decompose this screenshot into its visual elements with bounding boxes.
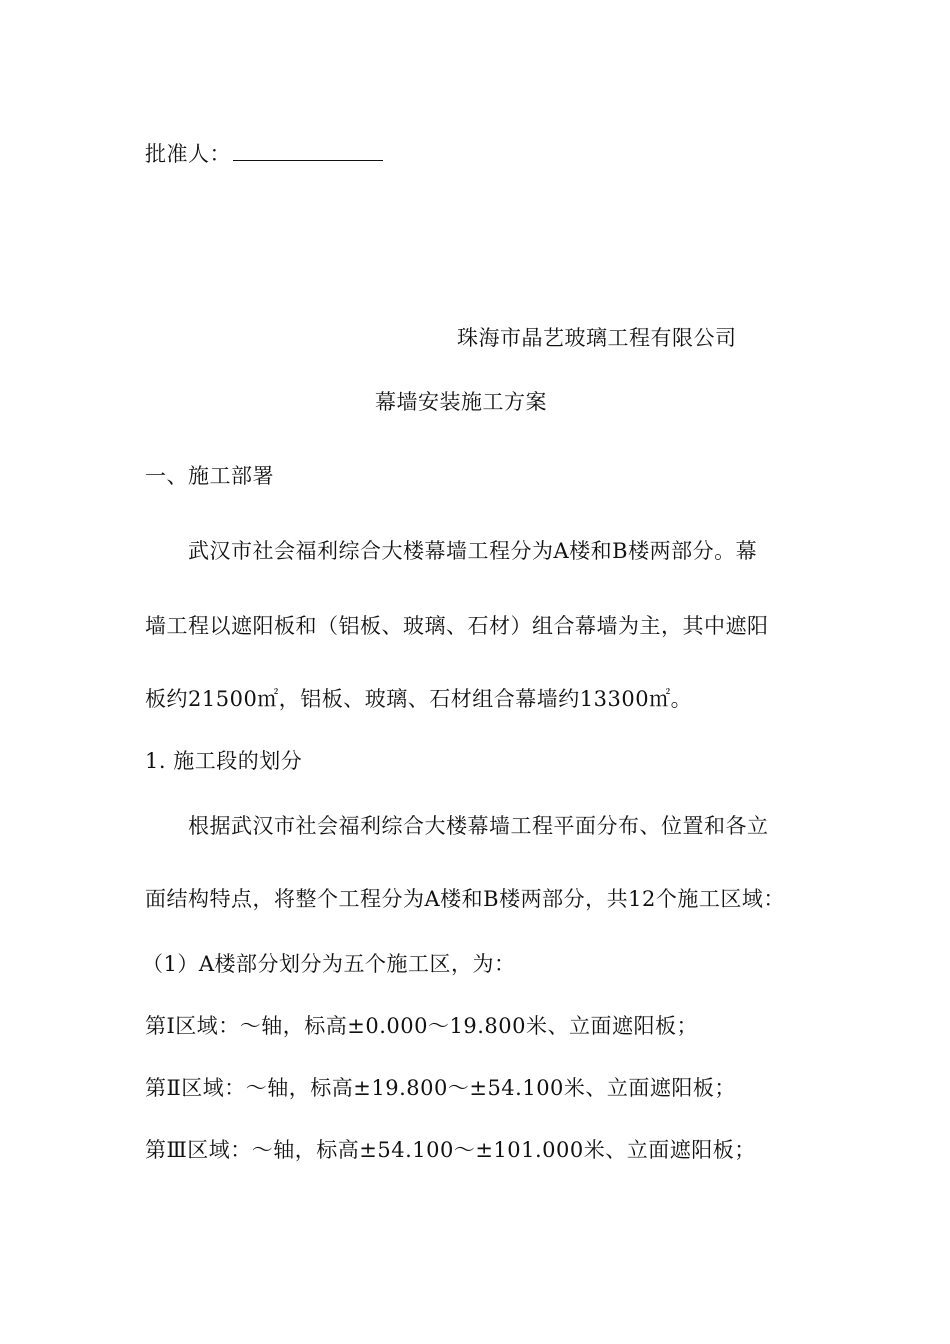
document-title: 幕墙安装施工方案 [375,390,547,414]
list-heading: （1）A楼部分划分为五个施工区，为： [142,952,516,976]
section-heading: 一、施工部署 [145,464,274,488]
zone-item: 第Ⅲ区域：～轴，标高±54.100～±101.000米、立面遮阳板； [145,1138,756,1162]
approver-line [145,138,383,168]
approver-label: 批准人： [145,142,231,166]
paragraph-line: 根据武汉市社会福利综合大楼幕墙工程平面分布、位置和各立 [188,814,769,838]
approver-signature-blank [233,138,383,161]
paragraph-line: 墙工程以遮阳板和（铝板、玻璃、石材）组合幕墙为主，其中遮阳 [145,614,769,638]
paragraph-line: 板约21500㎡，铝板、玻璃、石材组合幕墙约13300㎡。 [145,687,693,711]
subsection-heading: 1. 施工段的划分 [145,749,303,773]
paragraph-line: 武汉市社会福利综合大楼幕墙工程分为A楼和B楼两部分。幕 [188,539,758,563]
zone-item: 第Ⅱ区域：～轴，标高±19.800～±54.100米、立面遮阳板； [145,1076,736,1100]
zone-item: 第Ⅰ区域：～轴，标高±0.000～19.800米、立面遮阳板； [145,1014,698,1038]
company-name: 珠海市晶艺玻璃工程有限公司 [457,326,737,350]
paragraph-line: 面结构特点，将整个工程分为A楼和B楼两部分，共12个施工区域： [145,887,785,911]
